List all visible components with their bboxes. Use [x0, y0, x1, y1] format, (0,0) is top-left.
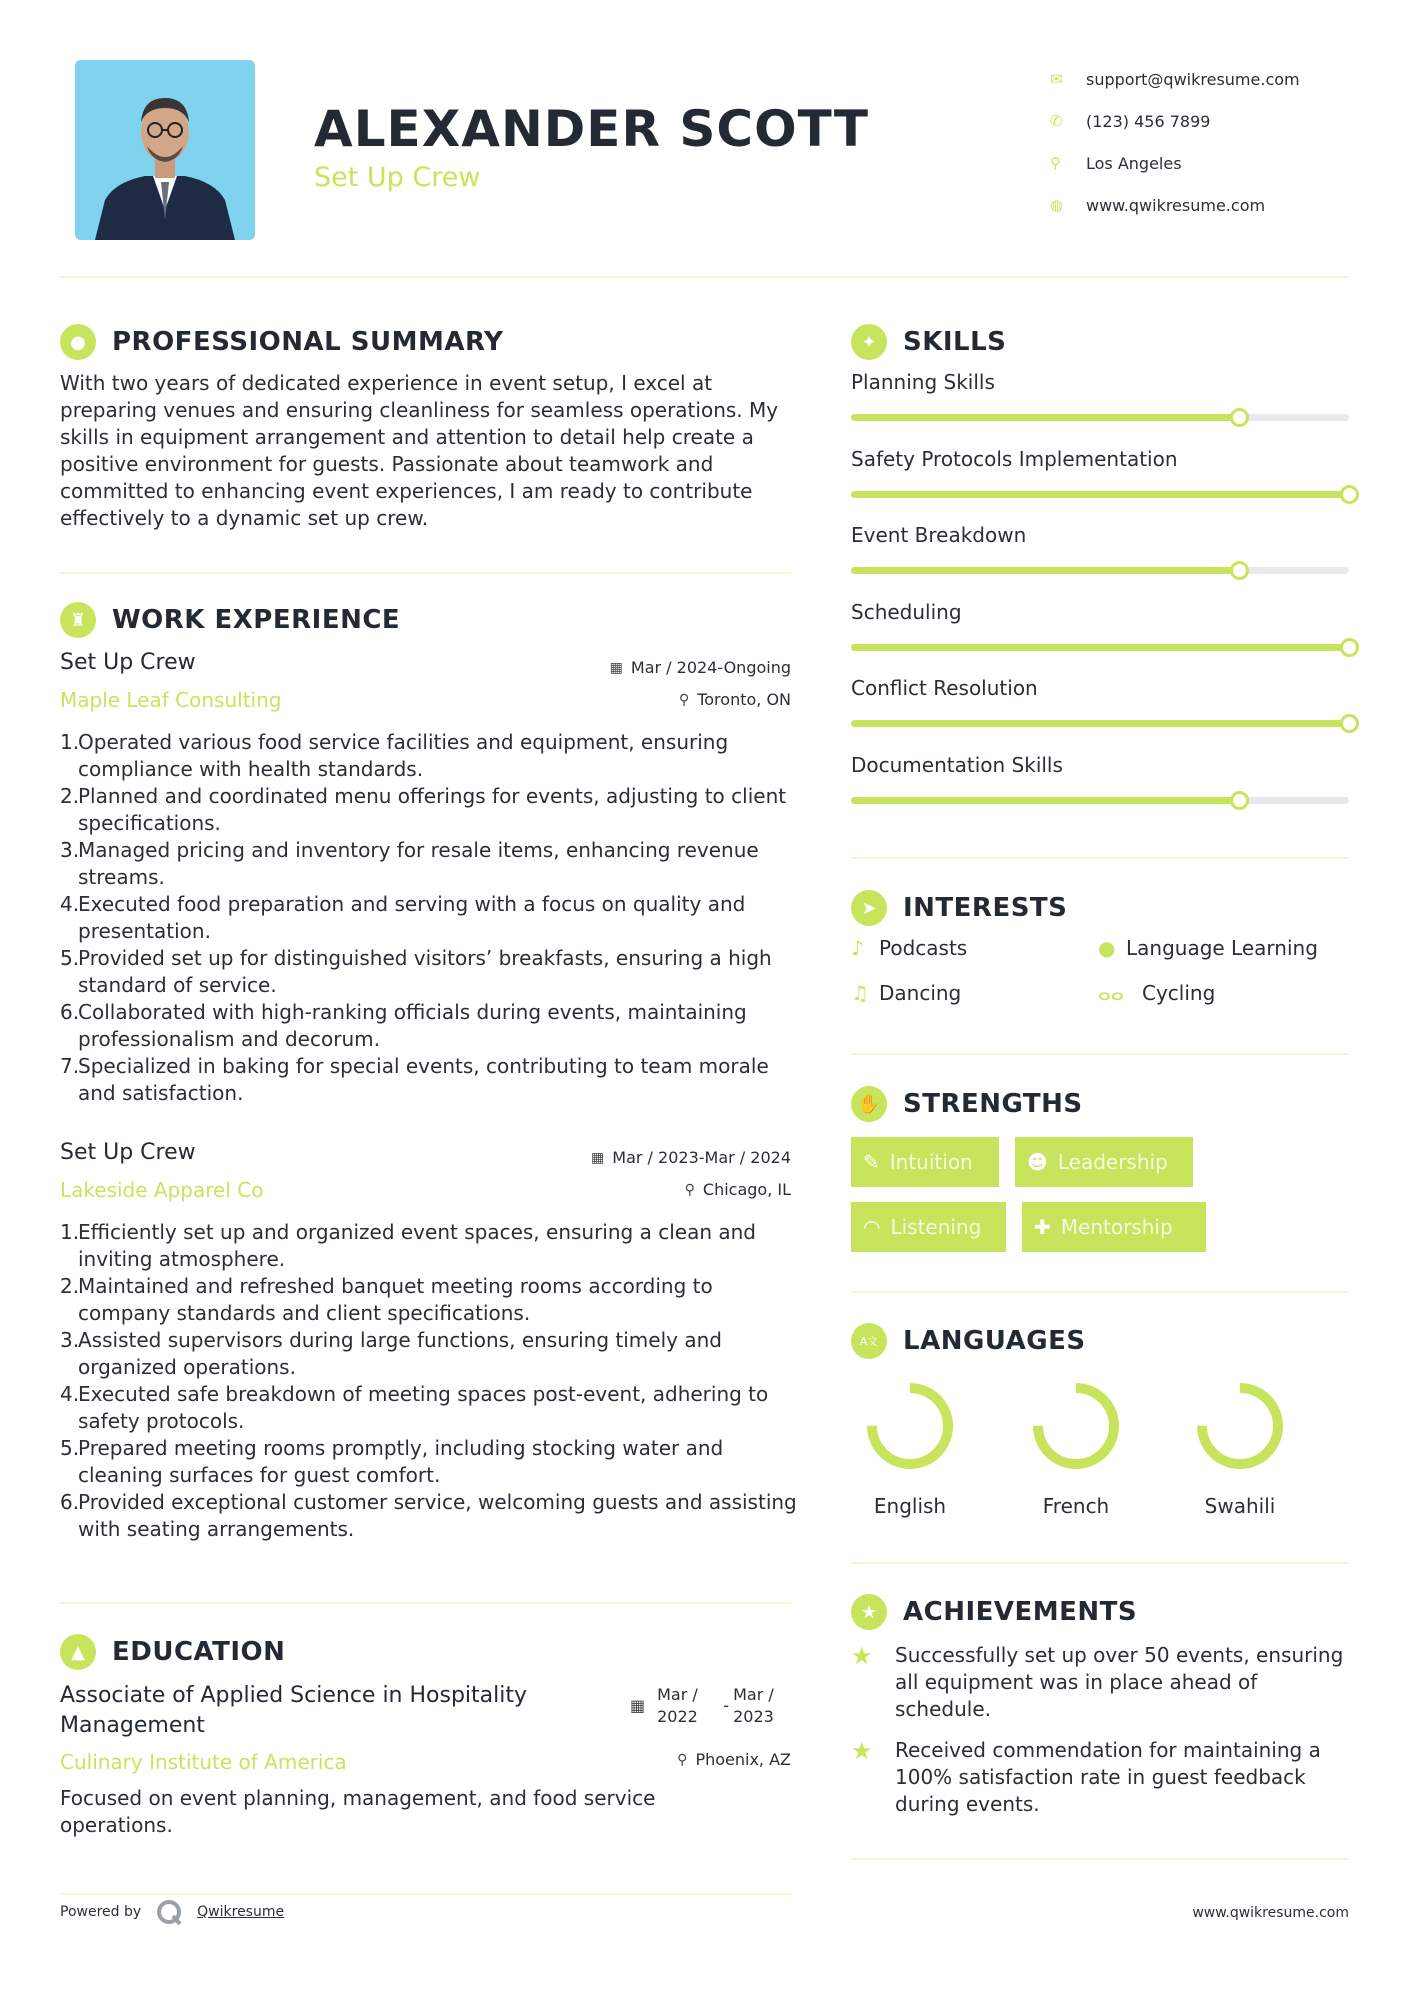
- skill-item: [851, 523, 1349, 547]
- footer-powered-by: [60, 1898, 284, 1926]
- powered-by-label: Powered by: [60, 1904, 142, 1920]
- calendar-icon: ▦: [609, 659, 623, 676]
- interest-item: [851, 981, 961, 1005]
- list-item: Assisted supervisors during large functions, ensuring timely and organized operations.: [78, 1328, 722, 1379]
- pin-icon: ⚲: [678, 691, 690, 708]
- achievement-item: [851, 1737, 1351, 1818]
- education-location: [460, 1750, 791, 1769]
- globe-icon: ●: [1098, 936, 1116, 960]
- achievement-text: Received commendation for maintaining a 100% satisfaction rate in guest feedback during events.: [895, 1738, 1321, 1816]
- language-ring: [862, 1378, 958, 1474]
- job-location: [460, 690, 791, 709]
- experience-heading: [60, 602, 400, 638]
- star-icon: ★: [851, 1737, 873, 1765]
- achievements-heading: [851, 1594, 1137, 1630]
- skill-bar-knob: [1230, 408, 1249, 427]
- achievement-text: Successfully set up over 50 events, ensuring all equipment was in place ahead of schedule.: [895, 1643, 1344, 1721]
- contact-location-text: Los Angeles: [1086, 153, 1182, 173]
- header-divider: [60, 276, 1349, 278]
- strengths-title: STRENGTHS: [903, 1089, 1083, 1119]
- job-company: Lakeside Apparel Co: [60, 1178, 264, 1202]
- skill-item: [851, 753, 1349, 777]
- qwikresume-link[interactable]: Qwikresume: [197, 1904, 285, 1920]
- skill-bar-knob: [1230, 791, 1249, 810]
- language-item: [850, 1378, 970, 1518]
- skill-bar: [851, 414, 1349, 421]
- skill-bar-fill: [851, 567, 1239, 574]
- strength-label: Intuition: [889, 1150, 973, 1174]
- hand-icon: ✋: [851, 1086, 887, 1122]
- interest-label: Language Learning: [1126, 936, 1318, 960]
- user-icon: ●: [60, 324, 96, 360]
- skill-name: Scheduling: [851, 599, 962, 624]
- job-company: Maple Leaf Consulting: [60, 688, 282, 712]
- job-title: Set Up Crew: [60, 1140, 196, 1165]
- star-badge-icon: ★: [851, 1594, 887, 1630]
- users-icon: ☻: [1027, 1150, 1048, 1174]
- job-dates-text: Mar / 2023-Mar / 2024: [612, 1148, 791, 1167]
- strength-tag: [1015, 1137, 1193, 1187]
- list-item: Collaborated with high-ranking officials during events, maintaining professionalism and decorum.: [78, 1000, 747, 1051]
- strength-label: Listening: [890, 1215, 982, 1239]
- interest-item: [1098, 981, 1215, 1005]
- lightbulb-icon: ✦: [851, 324, 887, 360]
- contact-location: [1050, 142, 1370, 184]
- skill-bar-fill: [851, 797, 1239, 804]
- pin-icon: ⚲: [684, 1181, 695, 1198]
- languages-title: LANGUAGES: [903, 1326, 1086, 1356]
- summary-text: With two years of dedicated experience in event setup, I excel at preparing venues and ensuring cleanliness for seamless operations. My skills in equipment arrangement and attention to detail help create a positive environment for guests. Passionate about teamwork and committed to enhancing event experiences, I am ready to contribute effectively to a dynamic set up crew.: [60, 371, 779, 530]
- graduation-icon: ▲: [60, 1634, 96, 1670]
- strength-tag: [851, 1137, 999, 1187]
- education-title: EDUCATION: [112, 1637, 286, 1667]
- language-ring: [1028, 1378, 1124, 1474]
- interest-item: [851, 936, 967, 960]
- experience-title: WORK EXPERIENCE: [112, 605, 401, 635]
- interests-title: INTERESTS: [903, 893, 1068, 923]
- strength-label: Leadership: [1057, 1150, 1168, 1174]
- paper-plane-icon: ➤: [851, 890, 887, 926]
- achievements-divider: [851, 1858, 1349, 1860]
- language-ring-arc: [1202, 1388, 1278, 1464]
- calendar-icon: ▦: [591, 1149, 605, 1166]
- language-item: [1180, 1378, 1300, 1518]
- music-note-icon: ♫: [851, 981, 869, 1005]
- summary-title: PROFESSIONAL SUMMARY: [112, 327, 504, 357]
- language-ring: [1192, 1378, 1288, 1474]
- job-dates-text: Mar / 2024-Ongoing: [630, 658, 791, 677]
- list-item: Provided exceptional customer service, welcoming guests and assisting with seating arrangements.: [78, 1490, 797, 1541]
- profile-photo: [75, 60, 255, 240]
- languages-heading: [851, 1323, 1086, 1359]
- list-item: Executed safe breakdown of meeting spaces post-event, adhering to safety protocols.: [78, 1382, 769, 1433]
- interest-item: [1098, 936, 1318, 960]
- job-location-text: Toronto, ON: [697, 690, 791, 709]
- chair-icon: ♜: [60, 602, 96, 638]
- education-location-text: Phoenix, AZ: [695, 1750, 791, 1769]
- language-name: English: [873, 1494, 947, 1518]
- skill-bar-knob: [1340, 485, 1359, 504]
- achievements-title: ACHIEVEMENTS: [903, 1597, 1138, 1627]
- skill-item: [851, 600, 1349, 624]
- skill-bar-fill: [851, 644, 1349, 651]
- skill-item: [851, 676, 1349, 700]
- list-item: Operated various food service facilities and equipment, ensuring compliance with health standards.: [78, 730, 729, 781]
- calendar-icon: ▦: [630, 1696, 646, 1715]
- contact-website: [1050, 184, 1370, 226]
- list-item: Prepared meeting rooms promptly, including stocking water and cleaning surfaces for guest comfort.: [78, 1436, 724, 1487]
- summary-divider: [60, 572, 791, 574]
- job-title: Set Up Crew: [60, 650, 196, 675]
- star-icon: ★: [851, 1642, 873, 1670]
- strength-tag: [1022, 1202, 1206, 1252]
- candidate-name: ALEXANDER SCOTT: [314, 100, 869, 158]
- skill-bar-fill: [851, 491, 1349, 498]
- qwikresume-logo-icon: [155, 1898, 183, 1926]
- skill-name: Conflict Resolution: [851, 676, 1038, 700]
- strengths-divider: [851, 1291, 1349, 1293]
- skill-bar: [851, 567, 1349, 574]
- bicycle-icon: ⴰⴰ: [1098, 981, 1124, 1005]
- skill-name: Documentation Skills: [851, 752, 1063, 777]
- interests-divider: [851, 1053, 1349, 1055]
- skill-name: Event Breakdown: [851, 523, 1027, 547]
- skill-item: [851, 447, 1349, 471]
- phone-icon: ✆: [1050, 112, 1063, 130]
- job-duties: [60, 1219, 800, 1543]
- language-name: Swahili: [1204, 1494, 1276, 1518]
- globe-icon: ◍: [1050, 196, 1064, 214]
- contact-email: [1050, 58, 1370, 100]
- job-location-text: Chicago, IL: [702, 1180, 791, 1199]
- skill-bar-fill: [851, 414, 1239, 421]
- summary-heading: [60, 324, 503, 360]
- interest-label: Podcasts: [879, 936, 968, 960]
- list-item: Executed food preparation and serving with a focus on quality and presentation.: [78, 892, 746, 943]
- job-dates: [460, 658, 791, 677]
- candidate-role: Set Up Crew: [314, 162, 481, 193]
- skill-bar: [851, 491, 1349, 498]
- list-item: Efficiently set up and organized event spaces, ensuring a clean and inviting atmosphere.: [78, 1220, 756, 1271]
- skill-item: [851, 370, 1349, 394]
- magic-wand-icon: ✎: [863, 1150, 880, 1174]
- degree-title: Associate of Applied Science in Hospitality Management: [60, 1683, 528, 1738]
- education-start: Mar / 2022: [657, 1685, 698, 1726]
- education-heading: [60, 1634, 285, 1670]
- contact-email-text[interactable]: support@qwikresume.com: [1086, 69, 1300, 89]
- interest-label: Cycling: [1142, 981, 1216, 1005]
- interests-heading: [851, 890, 1067, 926]
- education-end: Mar / 2023: [733, 1685, 774, 1726]
- language-ring-arc: [1038, 1388, 1114, 1464]
- language-icon: A文: [851, 1323, 887, 1359]
- skill-bar-knob: [1230, 561, 1249, 580]
- footer-website[interactable]: www.qwikresume.com: [1192, 1905, 1349, 1921]
- skill-bar-knob: [1340, 638, 1359, 657]
- language-ring-arc: [872, 1388, 948, 1464]
- skill-bar: [851, 720, 1349, 727]
- contact-phone-text: (123) 456 7899: [1086, 111, 1211, 131]
- skill-name: Planning Skills: [851, 370, 995, 394]
- pin-icon: ⚲: [677, 1751, 688, 1768]
- experience-divider: [60, 1602, 791, 1604]
- strength-tag: [851, 1202, 1006, 1252]
- contact-website-text[interactable]: www.qwikresume.com: [1086, 195, 1266, 215]
- contact-phone: [1050, 100, 1370, 142]
- skills-title: SKILLS: [903, 327, 1007, 357]
- list-item: Planned and coordinated menu offerings for events, adjusting to client specifications.: [78, 784, 787, 835]
- skill-bar-fill: [851, 720, 1349, 727]
- list-item: Provided set up for distinguished visitors’ breakfasts, ensuring a high standard of service.: [78, 946, 772, 997]
- job-location: [460, 1180, 791, 1199]
- skills-heading: [851, 324, 1006, 360]
- school-name: Culinary Institute of America: [60, 1750, 347, 1774]
- job-duties: [60, 729, 800, 1107]
- list-item: Specialized in baking for special events, contributing to team morale and satisfaction.: [78, 1054, 769, 1105]
- skill-bar: [851, 797, 1349, 804]
- mail-icon: ✉: [1050, 70, 1063, 88]
- education-dates: ▦ Mar / 2022 - Mar / 2023: [630, 1684, 795, 1728]
- contact-list: [1050, 58, 1370, 226]
- location-icon: ⚲: [1050, 154, 1061, 172]
- achievement-item: [851, 1642, 1351, 1723]
- headphones-icon: ◠: [863, 1215, 881, 1239]
- language-name: French: [1042, 1494, 1110, 1518]
- language-item: [1016, 1378, 1136, 1518]
- job-dates: [460, 1148, 791, 1167]
- skill-bar-knob: [1340, 714, 1359, 733]
- strength-label: Mentorship: [1060, 1215, 1173, 1239]
- languages-divider: [851, 1562, 1349, 1564]
- list-item: Managed pricing and inventory for resale items, enhancing revenue streams.: [78, 838, 759, 889]
- interest-label: Dancing: [879, 981, 962, 1005]
- education-divider: [60, 1893, 791, 1895]
- skill-name: Safety Protocols Implementation: [851, 446, 1178, 471]
- skill-bar: [851, 644, 1349, 651]
- strengths-heading: [851, 1086, 1083, 1122]
- microphone-icon: ♪: [851, 936, 864, 960]
- user-plus-icon: ✚: [1034, 1215, 1051, 1239]
- education-description: Focused on event planning, management, and food service operations.: [60, 1786, 656, 1837]
- list-item: Maintained and refreshed banquet meeting rooms according to company standards and client specifications.: [78, 1274, 713, 1325]
- skills-divider: [851, 857, 1349, 859]
